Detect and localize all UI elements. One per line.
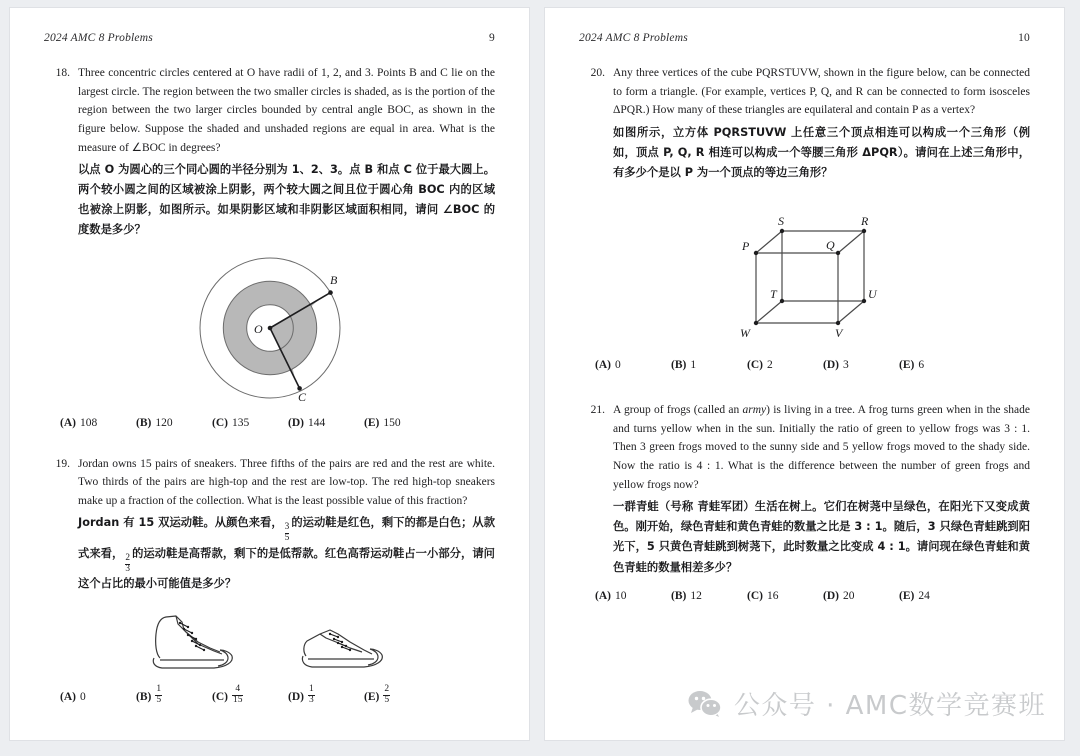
fraction-numerator: 3 (284, 522, 290, 533)
choice-value: 16 (766, 589, 779, 602)
watermark-text: 公众号 · AMC数学竞赛班 (733, 691, 1046, 721)
choice-c[interactable] (747, 359, 823, 371)
problem-statement-english: Three concentric circles centered at O have radii of 1, 2, and 3. Points B and C lie on the largest circle. The region between the two smaller circles is shaded, as is the portion of the region between the two larger circles bounded by central angle BOC, as shown in the figure below. Suppose the shaded and unshaded regions are equal in area. What is the measure of ∠BOC in degrees? (78, 67, 495, 154)
fraction-numerator: 1 (156, 684, 162, 695)
choice-label: (B) (671, 589, 687, 602)
choice-label: (B) (136, 416, 152, 429)
choice-value: 1 (690, 359, 697, 372)
choice-value: 12 (690, 589, 702, 602)
answer-choices-21 (579, 590, 1030, 602)
choice-b[interactable] (671, 359, 747, 371)
vertex-u-dot (861, 299, 865, 303)
choice-value: 150 (383, 416, 401, 429)
choice-value: 135 (231, 416, 250, 429)
problem-21 (579, 401, 1030, 578)
choice-label: (C) (747, 359, 763, 372)
choice-label: (E) (899, 589, 915, 602)
label-w: W (739, 326, 750, 341)
fraction-numerator: 2 (384, 684, 390, 695)
choice-value: 3 (842, 359, 849, 372)
choice-a[interactable] (60, 686, 136, 706)
vertex-s-dot (779, 229, 783, 233)
choice-d[interactable] (823, 590, 899, 602)
inline-fraction-two-thirds (125, 554, 130, 575)
choice-value: 24 (918, 589, 930, 602)
problem-statement-chinese: 以点 O 为圆心的三个同心圆的半径分别为 1、2、3。点 B 和点 C 位于最大圆上。两个较小圆之间的区域被涂上阴影，两个较大圆之间且位于圆心角 BOC 内的区域也被涂上阴影，如图所示。如果阴影区域和非阴影区域面积相同，请问 ∠BOC 的度数是多少？ (78, 163, 495, 237)
fraction-denominator: 5 (156, 695, 162, 706)
problem-number: 18. (55, 67, 70, 79)
english-italic-term: army (742, 404, 767, 417)
problem-statement-english (613, 401, 1030, 494)
label-t: T (769, 287, 777, 302)
watermark (688, 685, 1046, 722)
choice-e[interactable] (899, 359, 975, 371)
fraction-denominator: 3 (125, 563, 131, 574)
problem-20 (579, 64, 1030, 183)
vertex-w-dot (753, 321, 757, 325)
chinese-part-3: 的运动鞋是高帮款，剩下的是低帮款。红色高帮运动鞋占一小部分，请问这个占比的最小可能值是多少？ (78, 546, 495, 591)
problem-statement-english: Jordan owns 15 pairs of sneakers. Three fifths of the pairs are red and the rest are white. Two thirds of the pairs are high-top and the rest are low-top. The red high-top sneakers make up a fraction of the collection. What is the least possible value of this fraction? (78, 457, 495, 507)
vertex-p-dot (753, 251, 757, 255)
choice-e[interactable] (364, 417, 440, 429)
problem-statement-chinese (78, 513, 495, 594)
choice-label: (E) (364, 690, 380, 703)
choice-d[interactable] (288, 686, 364, 706)
problem-number: 21. (590, 404, 605, 417)
label-c: C (297, 389, 306, 403)
fraction-denominator: 3 (308, 695, 314, 706)
label-v: V (834, 326, 842, 341)
choice-value: 144 (307, 416, 326, 429)
problem-19 (44, 455, 495, 595)
choice-label: (D) (823, 589, 839, 602)
choice-label: (C) (747, 589, 763, 602)
choice-value: 0 (614, 359, 621, 372)
page-right (545, 8, 1064, 740)
chinese-part-1: Jordan 有 15 双运动鞋。从颜色来看， (78, 516, 283, 530)
fraction-denominator: 15 (232, 695, 243, 706)
choice-fraction (308, 685, 315, 705)
fraction-denominator: 5 (284, 533, 290, 544)
choice-value: 2 (766, 359, 773, 372)
problem-number: 20. (590, 67, 605, 79)
choice-value: 108 (79, 416, 98, 429)
fraction-numerator: 1 (308, 684, 314, 695)
choice-b[interactable] (136, 417, 212, 429)
header-title: 2024 AMC 8 Problems (579, 32, 688, 44)
choice-b[interactable] (136, 686, 212, 706)
answer-choices-18 (44, 417, 495, 429)
choice-value: 6 (918, 359, 925, 372)
chinese-part-2: 的运动鞋是红色，剩下的都是白色；从款式来看， (78, 516, 495, 560)
point-b (328, 290, 333, 295)
choice-e[interactable] (899, 590, 975, 602)
problem-statement-chinese: 一群青蛙（号称 青蛙军团）生活在树上。它们在树荛中呈绿色，在阳光下又变成黄色。刚开始，绿色青蛙和黄色青蛙的数量之比是 3 : 1。随后，3 只绿色青蛙跳到阳光下，5 只黄色青蛙跳到树荛下，此时数量之比变成 4 : 1。请问现在绿色青蛙和黄色青蛙的数量相差多少？ (613, 500, 1030, 574)
choice-label: (B) (671, 359, 687, 372)
choice-d[interactable] (288, 417, 364, 429)
choice-d[interactable] (823, 359, 899, 371)
figure-sneakers (44, 610, 495, 672)
cube-svg (720, 205, 890, 345)
fraction-numerator: 2 (125, 552, 131, 563)
vertex-t-dot (779, 299, 783, 303)
concentric-circles-svg (190, 253, 350, 403)
choice-label: (D) (288, 690, 304, 703)
choice-value: 0 (79, 690, 86, 703)
problem-statement-chinese: 如图所示，立方体 PQRSTUVW 上任意三个顶点相连可以构成一个三角形（例如，顶点 P, Q, R 相连可以构成一个等腰三角形 ΔPQR）。请问在上述三角形中，有多少个是以 P 为一个顶点的等边三角形？ (613, 125, 1030, 180)
fraction-denominator: 5 (384, 695, 390, 706)
label-s: S (777, 214, 784, 229)
problem-statement-english: Any three vertices of the cube PQRSTUVW, shown in the figure below, can be connected to form a triangle. (For example, vertices P, Q, and R can be connected to form isosceles ΔPQR.) How many of these triangles are equilateral and contain P as a vertex? (613, 67, 1030, 117)
choice-label: (A) (595, 359, 611, 372)
choice-label: (A) (60, 690, 76, 703)
label-u: U (867, 287, 877, 302)
page-header-left (44, 32, 495, 44)
choice-c[interactable] (212, 686, 288, 706)
wechat-icon (688, 690, 722, 718)
label-q: Q (825, 238, 835, 253)
vertex-q-dot (835, 251, 839, 255)
header-title: 2024 AMC 8 Problems (44, 32, 153, 44)
choice-fraction (155, 685, 162, 705)
choice-e[interactable] (364, 686, 440, 706)
fraction-numerator: 4 (235, 684, 241, 695)
answer-choices-19 (44, 686, 495, 706)
choice-a[interactable] (595, 590, 671, 602)
choice-label: (B) (136, 690, 152, 703)
choice-b[interactable] (671, 590, 747, 602)
choice-fraction (232, 685, 244, 705)
choice-value: 120 (155, 416, 173, 429)
low-top-sneaker-icon (290, 610, 400, 672)
vertex-v-dot (835, 321, 839, 325)
page-header-right (579, 32, 1030, 44)
choice-label: (A) (595, 589, 611, 602)
choice-a[interactable] (595, 359, 671, 371)
page-left (10, 8, 529, 740)
choice-label: (C) (212, 690, 228, 703)
label-r: R (860, 214, 868, 229)
choice-value: 10 (614, 589, 627, 602)
choice-label: (E) (899, 359, 915, 372)
figure-concentric-circles (44, 253, 495, 403)
choice-label: (D) (823, 359, 839, 372)
choice-c[interactable] (747, 590, 823, 602)
choice-fraction (383, 685, 390, 705)
label-p: P (741, 239, 749, 254)
problem-number: 19. (55, 457, 70, 470)
vertex-r-dot (861, 229, 865, 233)
figure-cube (579, 205, 1030, 345)
answer-choices-20 (579, 359, 1030, 371)
inline-fraction-three-fifths (285, 523, 290, 544)
page-number: 10 (1018, 32, 1030, 44)
page-number: 9 (489, 32, 495, 44)
high-top-sneaker-icon (140, 610, 250, 672)
choice-label: (E) (364, 416, 380, 429)
choice-label: (D) (288, 416, 304, 429)
english-part-2: ) is living in a tree. A frog turns green when in the shade and turns yellow when in the sun. Initially the ratio of green to yellow frogs was 3 : 1. Then 3 green frogs moved to the sunny side and 5 yellow frogs moved to the shady side. Now the ratio is 4 : 1. What is the difference between the number of green frogs and yellow frogs now? (613, 404, 1030, 491)
choice-a[interactable] (60, 417, 136, 429)
label-o: O (253, 321, 263, 336)
english-part-1: A group of frogs (called an (613, 404, 743, 417)
point-o (267, 325, 272, 330)
choice-value: 20 (842, 589, 855, 602)
problem-18 (44, 64, 495, 241)
choice-label: (C) (212, 416, 228, 429)
choice-label: (A) (60, 416, 76, 429)
choice-c[interactable] (212, 417, 288, 429)
label-b: B (329, 272, 337, 287)
